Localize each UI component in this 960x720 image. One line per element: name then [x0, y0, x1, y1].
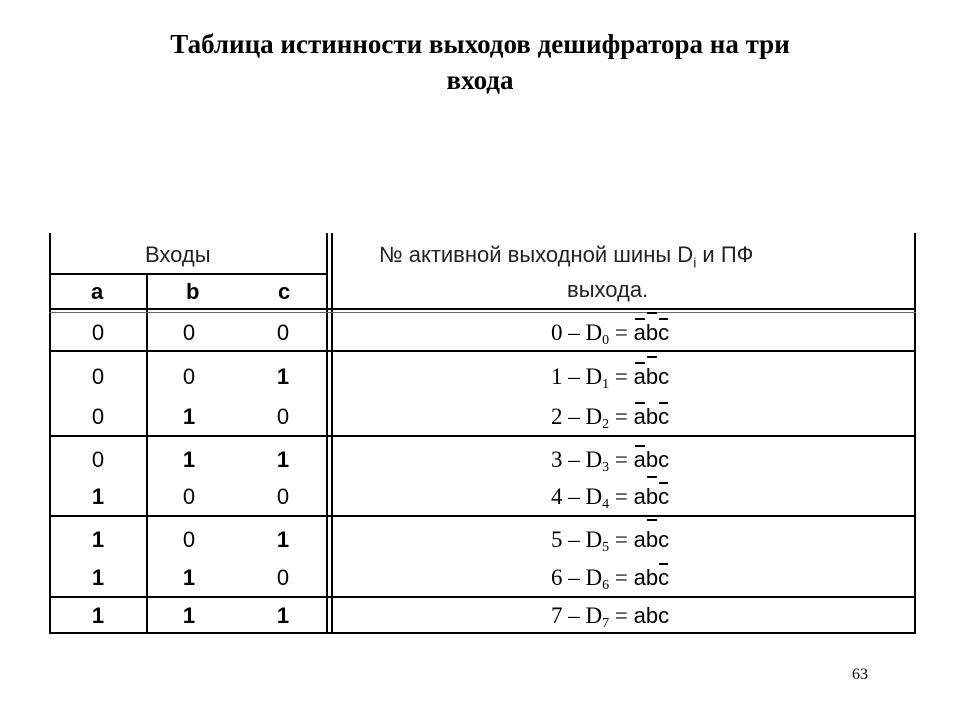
input-c-value: 0 [276, 484, 290, 509]
output-formula [551, 404, 669, 430]
output-header-text: № активной выходной шины D [379, 242, 694, 267]
output-number: 6 – D [551, 565, 603, 590]
literal-a: a [633, 603, 646, 628]
table-border-inputs-right [326, 233, 328, 634]
output-formula [551, 565, 669, 591]
output-header-sub: i [693, 254, 697, 271]
output-header [379, 242, 753, 275]
literal-b-negated: b [645, 320, 659, 345]
page-number: 63 [852, 666, 868, 683]
column-header-c: c [278, 279, 291, 304]
literal-b-negated: b [645, 484, 659, 509]
literal-c: c [658, 447, 670, 472]
input-a-value: 1 [91, 484, 105, 509]
input-b-value: 1 [182, 404, 196, 429]
output-number: 3 – D [551, 447, 603, 472]
literal-c-negated: c [658, 404, 670, 429]
slide-title-line-2: входа [446, 65, 514, 95]
literal-c-negated: c [658, 320, 670, 345]
output-subscript: 6 [602, 578, 610, 593]
input-a-value: 0 [91, 404, 105, 429]
literal-a-negated: a [633, 447, 646, 472]
literal-c: c [658, 603, 670, 628]
literal-c: c [658, 364, 670, 389]
table-border-left [49, 233, 51, 634]
equals-sign: = [609, 447, 634, 472]
output-subscript: 4 [602, 497, 610, 512]
equals-sign: = [609, 527, 634, 552]
literal-b-negated: b [645, 364, 659, 389]
input-b-value: 0 [182, 527, 196, 552]
slide-title [0, 26, 960, 98]
group-line-2 [49, 435, 916, 437]
input-c-value: 0 [276, 404, 290, 429]
minterm-expression [634, 484, 670, 509]
literal-b: b [645, 565, 659, 590]
input-b-value: 1 [182, 565, 196, 590]
table-border-right [914, 233, 916, 634]
output-subscript: 0 [602, 333, 610, 348]
minterm-expression [634, 603, 670, 628]
group-line-1 [49, 350, 916, 352]
inputs-header: Входы [145, 242, 211, 267]
input-b-value: 0 [182, 484, 196, 509]
input-a-value: 0 [91, 447, 105, 472]
literal-c-negated: c [658, 484, 670, 509]
equals-sign: = [609, 484, 634, 509]
input-b-value: 0 [182, 320, 196, 345]
column-header-a: a [91, 279, 104, 304]
output-number: 1 – D [551, 364, 603, 389]
input-a-value: 0 [91, 320, 105, 345]
output-formula [551, 447, 669, 473]
input-c-value: 1 [276, 527, 290, 552]
input-c-value: 0 [276, 320, 290, 345]
header-bottom-line [49, 308, 916, 310]
column-divider-a-b [146, 274, 148, 634]
literal-a: a [633, 484, 646, 509]
group-line-4 [49, 596, 916, 598]
minterm-expression [634, 565, 670, 590]
truth-table [49, 233, 916, 634]
input-c-value: 1 [276, 364, 290, 389]
equals-sign: = [609, 364, 634, 389]
minterm-expression [634, 364, 670, 389]
table-bottom-line [49, 632, 916, 634]
input-b-value: 1 [182, 447, 196, 472]
slide-title-line-1: Таблица истинности выходов дешифратора на три [170, 29, 790, 59]
literal-b: b [645, 603, 659, 628]
input-a-value: 1 [91, 603, 105, 628]
literal-b: b [645, 447, 659, 472]
group-line-3 [49, 515, 916, 517]
input-c-value: 0 [276, 565, 290, 590]
output-number: 7 – D [551, 603, 603, 628]
input-c-value: 1 [276, 447, 290, 472]
input-b-value: 1 [182, 603, 196, 628]
minterm-expression [634, 320, 670, 345]
output-header-text-end: и ПФ [696, 242, 754, 267]
literal-a: a [633, 527, 646, 552]
input-c-value: 1 [276, 603, 290, 628]
output-formula [551, 364, 669, 390]
input-b-value: 0 [182, 364, 196, 389]
equals-sign: = [609, 404, 634, 429]
output-subscript: 7 [602, 616, 610, 631]
output-formula [551, 603, 669, 629]
output-subscript: 1 [602, 377, 610, 392]
equals-sign: = [609, 565, 634, 590]
minterm-expression [634, 447, 670, 472]
output-header-line-2: выхода. [567, 277, 649, 302]
output-subscript: 2 [602, 417, 610, 432]
column-header-b: b [186, 279, 200, 304]
table-border-outputs-left [331, 233, 333, 634]
header-bottom-line-2 [49, 312, 916, 313]
output-subscript: 3 [602, 460, 610, 475]
equals-sign: = [609, 320, 634, 345]
equals-sign: = [609, 603, 634, 628]
output-formula [551, 527, 669, 553]
output-formula [551, 320, 669, 346]
input-a-value: 0 [91, 364, 105, 389]
header-divider-inputs [49, 273, 328, 275]
output-number: 5 – D [551, 527, 603, 552]
input-a-value: 1 [91, 565, 105, 590]
input-a-value: 1 [91, 527, 105, 552]
output-number: 4 – D [551, 484, 603, 509]
output-number: 0 – D [551, 320, 603, 345]
literal-c-negated: c [658, 565, 670, 590]
literal-a-negated: a [633, 364, 646, 389]
output-subscript: 5 [602, 540, 610, 555]
literal-c: c [658, 527, 670, 552]
literal-a-negated: a [633, 320, 646, 345]
output-formula [551, 484, 669, 510]
literal-b: b [645, 404, 659, 429]
minterm-expression [634, 527, 670, 552]
literal-a-negated: a [633, 404, 646, 429]
output-number: 2 – D [551, 404, 603, 429]
literal-b-negated: b [645, 527, 659, 552]
minterm-expression [634, 404, 670, 429]
literal-a: a [633, 565, 646, 590]
